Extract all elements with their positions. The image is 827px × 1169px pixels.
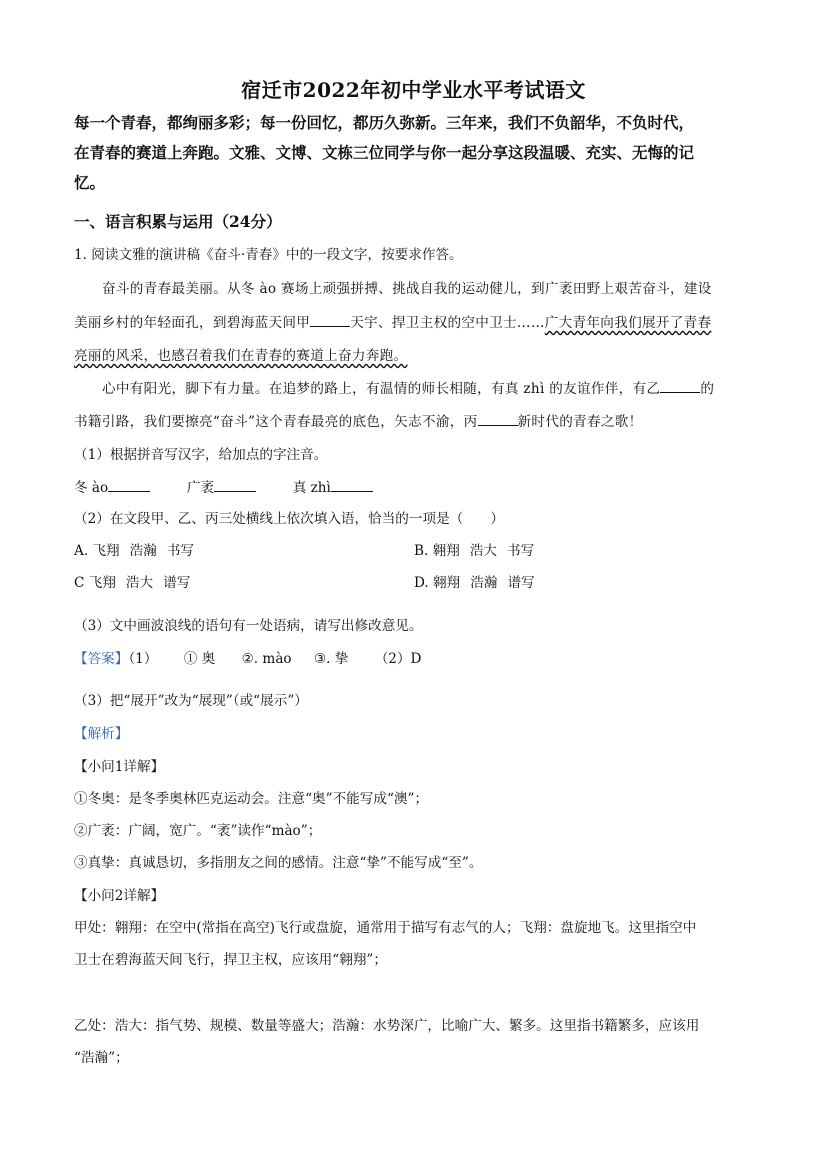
answer-part: （1）	[128, 651, 158, 667]
sub2-line: 卫士在碧海蓝天间飞行，捍卫主权，应该用“翱翔”；	[74, 952, 387, 968]
answer-part-3: （3）把“展开”改为“展现”（或“展示”）	[74, 693, 308, 709]
intro-line-3: 忆。	[74, 173, 106, 192]
option-a	[74, 539, 194, 559]
option-word: 浩瀚	[129, 543, 157, 559]
passage-line	[74, 344, 764, 364]
answer-blank	[331, 479, 373, 492]
wavy-underlined-sentence-cont: 亮丽的风采，也感召着我们在青春的赛道上奋力奔跑。	[74, 348, 408, 364]
passage-line	[74, 410, 764, 430]
page-title: 宿迁市2022年初中学业水平考试语文	[241, 78, 586, 102]
answer-line	[74, 647, 764, 667]
pinyin-item: 冬 ào	[74, 480, 109, 496]
option-b	[414, 539, 534, 559]
question-1-stem: 1. 阅读文雅的演讲稿《奋斗·青春》中的一段文字，按要求作答。	[74, 247, 463, 263]
passage-text: 心中有阳光，脚下有力量。在追梦的路上，有温情的师长相随，有真 zhì 的友谊作伴，有乙	[102, 381, 661, 397]
passage-text: 书籍引路，我们要擦亮“奋斗”这个青春最亮的底色，矢志不渝，丙	[74, 414, 478, 430]
answer-tag: 【答案】	[74, 651, 129, 667]
passage-text: 天宇、捍卫主权的空中卫士……	[350, 315, 545, 331]
answer-blank	[108, 479, 150, 492]
analysis-tag: 【解析】	[74, 726, 129, 742]
question-1-2: （2）在文段甲、乙、丙三处横线上依次填入语，恰当的一项是（ ）	[74, 511, 505, 527]
option-word: 浩大	[125, 575, 154, 591]
answer-item: ① 奥	[183, 651, 216, 667]
passage-text: 新时代的青春之歌！	[517, 414, 643, 430]
sub-question-2-heading: 【小问2详解】	[74, 888, 165, 904]
option-c	[74, 571, 190, 591]
intro-line-2: 在青春的赛道上奔跑。文雅、文博、文栋三位同学与你一起分享这段温暖、充实、无悔的记	[74, 143, 695, 162]
answer-item: ③. 挚	[313, 651, 349, 667]
sub2-line: “浩瀚”；	[74, 1050, 129, 1066]
answer-item: ②. mào	[241, 651, 292, 667]
wavy-underlined-sentence: 广大青年向我们展开了青春	[544, 315, 712, 331]
option-word: 谱写	[163, 575, 191, 591]
sub2-line: 甲处：翱翔：在空中(常指在高空)飞行或盘旋，通常用于描写有志气的人；飞翔：盘旋地飞。这里指空中	[74, 920, 697, 936]
sub-question-1-heading: 【小问1详解】	[74, 759, 165, 775]
blank-bing	[478, 413, 518, 426]
passage-line	[74, 311, 764, 331]
sub1-line: ①冬奥：是冬季奥林匹克运动会。注意“奥”不能写成“澳”；	[74, 791, 429, 807]
question-1-1: （1）根据拼音写汉字，给加点的字注音。	[74, 447, 328, 463]
answer-blank	[214, 479, 256, 492]
option-word: 浩大	[469, 543, 498, 559]
passage-text: 美丽乡村的年轻面孔，到碧海蓝天间甲	[74, 315, 311, 331]
passage-line	[74, 377, 792, 397]
pinyin-item: 真 zhì	[292, 480, 331, 496]
blank-yi	[660, 380, 700, 393]
option-word: 书写	[166, 543, 195, 559]
pinyin-items	[74, 476, 764, 496]
answer-part: （2）D	[374, 651, 422, 667]
intro-line-1: 每一个青春，都绚丽多彩；每一份回忆，都历久弥新。三年来，我们不负韶华，不负时代，	[74, 113, 695, 132]
sub2-line: 乙处：浩大：指气势、规模、数量等盛大；浩瀚：水势深广，比喻广大、繁多。这里指书籍繁多，应该用	[74, 1018, 700, 1034]
option-label: C 飞翔	[74, 575, 116, 591]
sub1-line: ②广袤：广阔，宽广。“袤”读作“mào”；	[74, 823, 322, 839]
section-heading: 一、语言积累与运用（24分）	[74, 212, 282, 231]
option-label: B. 翱翔	[414, 543, 460, 559]
option-word: 谱写	[507, 575, 535, 591]
passage-line: 奋斗的青春最美丽。从冬 ào 赛场上顽强拼搏、挑战自我的运动健儿，到广袤田野上艰苦奋斗，建设	[102, 281, 712, 297]
question-1-3: （3）文中画波浪线的语句有一处语病，请写出修改意见。	[74, 618, 423, 634]
option-d	[414, 571, 535, 591]
option-word: 书写	[507, 543, 535, 559]
passage-text: 的	[700, 381, 715, 397]
option-word: 浩瀚	[470, 575, 498, 591]
pinyin-item: 广袤	[186, 480, 215, 496]
option-label: D. 翱翔	[414, 575, 461, 591]
option-label: A. 飞翔	[74, 543, 120, 559]
sub1-line: ③真挚：真诚恳切，多指朋友之间的感情。注意“挚”不能写成“至”。	[74, 855, 483, 871]
blank-jia	[310, 314, 350, 327]
